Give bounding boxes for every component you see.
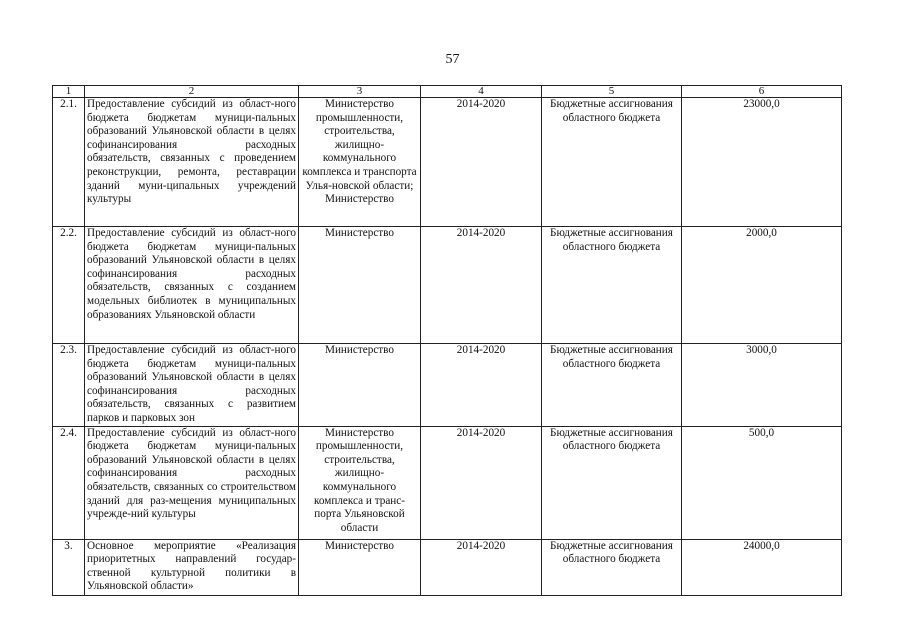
row-ministry: Министерство [299, 227, 421, 344]
row-description: Предоставление субсидий из област-ного бюджета бюджетам муници-пальных образований Ульяновской области в целях софинансирования расходных обязательств, связанных с развитием парков и парковых зон [85, 344, 299, 427]
row-amount: 3000,0 [682, 344, 842, 427]
column-header: 4 [421, 86, 542, 98]
row-description: Предоставление субсидий из област-ного бюджета бюджетам муници-пальных образований Ульяновской области в целях софинансирования расходных обязательств, связанных с созданием модельных библиотек в муниципальных образованиях Ульяновской области [85, 227, 299, 344]
page-number: 57 [445, 52, 460, 67]
row-amount: 2000,0 [682, 227, 842, 344]
budget-table [52, 85, 842, 596]
row-description: Основное мероприятие «Реализация приоритетных направлений государ-ственной культурной политики в Ульяновской области» [85, 539, 299, 595]
row-amount: 23000,0 [682, 98, 842, 227]
row-number: 3. [53, 539, 85, 595]
row-period: 2014-2020 [421, 426, 542, 539]
row-funding-source: Бюджетные ассигнования областного бюджета [542, 539, 682, 595]
row-period: 2014-2020 [421, 98, 542, 227]
row-ministry: Министерство промышленности, строительства, жилищно-коммунального комплекса и транспорта Улья-новской области; Министерство [299, 98, 421, 227]
row-number: 2.1. [53, 98, 85, 227]
table-row [53, 98, 842, 227]
column-header: 3 [299, 86, 421, 98]
table-row [53, 344, 842, 427]
row-period: 2014-2020 [421, 227, 542, 344]
table-row [53, 426, 842, 539]
row-funding-source: Бюджетные ассигнования областного бюджета [542, 227, 682, 344]
row-funding-source: Бюджетные ассигнования областного бюджета [542, 98, 682, 227]
row-period: 2014-2020 [421, 344, 542, 427]
row-ministry: Министерство [299, 344, 421, 427]
row-number: 2.4. [53, 426, 85, 539]
column-header: 2 [85, 86, 299, 98]
row-number: 2.3. [53, 344, 85, 427]
row-description: Предоставление субсидий из област-ного бюджета бюджетам муници-пальных образований Ульяновской области в целях софинансирования расходных обязательств, связанных со строительством зданий для раз-мещения муниципальных учрежде-ний культуры [85, 426, 299, 539]
row-ministry: Министерство промышленности, строительства, жилищно-коммунального комплекса и транс-порта Ульяновской области [299, 426, 421, 539]
row-amount: 500,0 [682, 426, 842, 539]
column-header: 1 [53, 86, 85, 98]
row-description: Предоставление субсидий из област-ного бюджета бюджетам муници-пальных образований Ульяновской области в целях софинансирования расходных обязательств, связанных с проведением реконструкции, ремонта, реставрации зданий муни-ципальных учреждений культуры [85, 98, 299, 227]
row-ministry: Министерство [299, 539, 421, 595]
row-amount: 24000,0 [682, 539, 842, 595]
table-row [53, 227, 842, 344]
row-funding-source: Бюджетные ассигнования областного бюджета [542, 426, 682, 539]
table-header-row [53, 86, 842, 98]
row-period: 2014-2020 [421, 539, 542, 595]
column-header: 6 [682, 86, 842, 98]
table-row [53, 539, 842, 595]
row-funding-source: Бюджетные ассигнования областного бюджета [542, 344, 682, 427]
column-header: 5 [542, 86, 682, 98]
row-number: 2.2. [53, 227, 85, 344]
